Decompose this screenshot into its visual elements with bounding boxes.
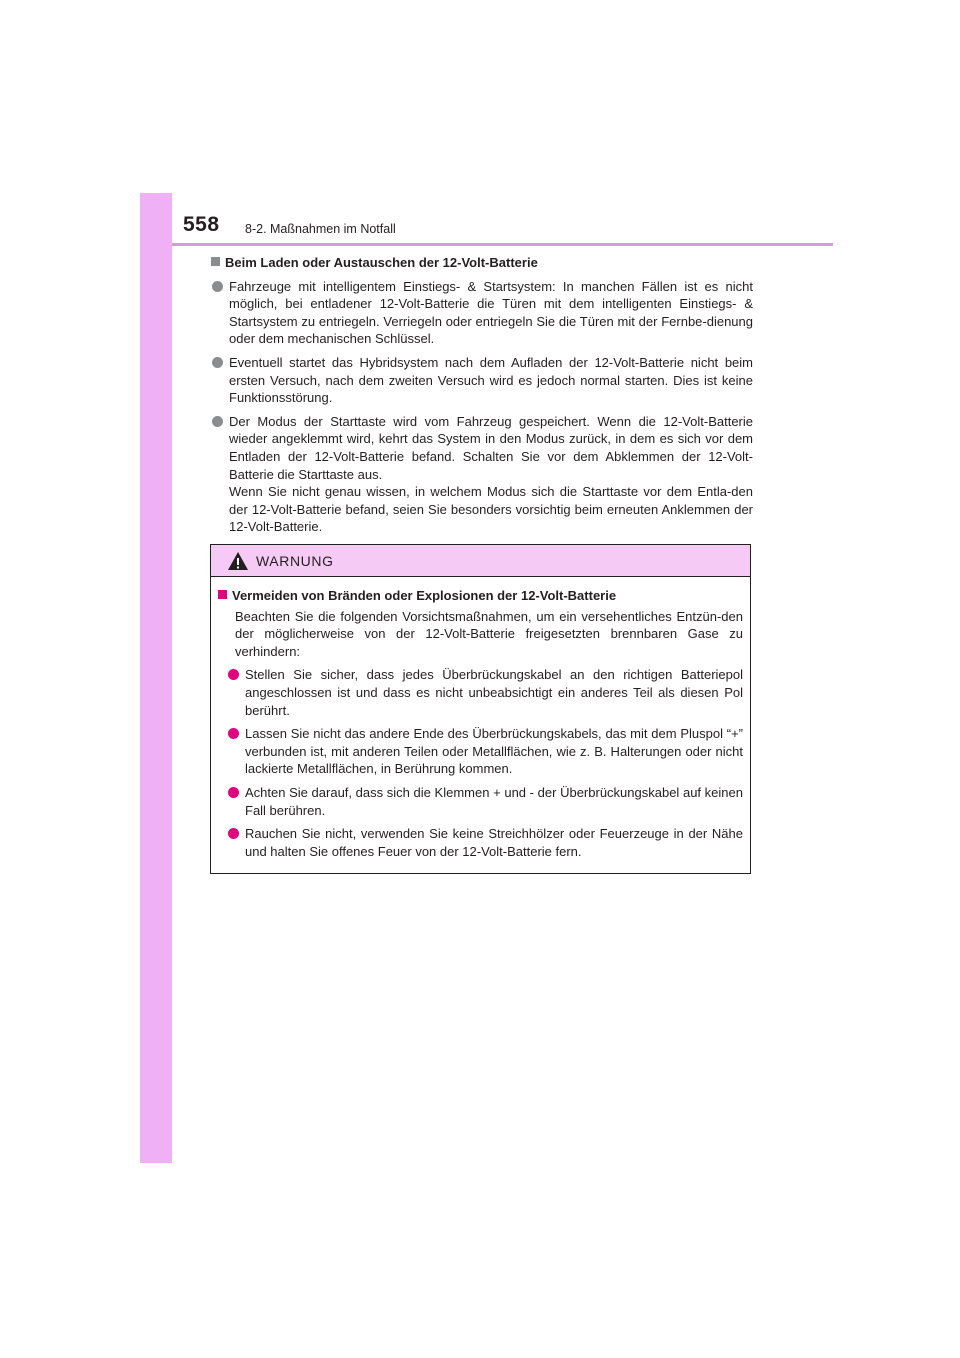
warning-list-item	[218, 825, 743, 860]
warning-list-item	[218, 725, 743, 778]
list-item-text	[229, 413, 753, 536]
main-content	[211, 254, 753, 542]
paragraph: Fahrzeuge mit intelligentem Einstiegs- & Startsystem: In manchen Fällen ist es nicht möglich, bei entladener 12-Volt-Batterie die Türen mit dem intelligenten Einstiegs- & Startsystem zu entriegeln. Verriegeln oder entriegeln Sie die Türen mit der Fernbe-dienung oder dem mechanischen Schlüssel.	[229, 278, 753, 347]
circle-bullet-icon	[228, 787, 239, 798]
chapter-side-band	[140, 193, 172, 1163]
circle-bullet-icon	[228, 669, 239, 680]
paragraph: Der Modus der Starttaste wird vom Fahrzeug gespeichert. Wenn die 12-Volt-Batterie wieder angeklemmt wird, kehrt das System in den Modus zurück, in dem es sich vor dem Entladen der 12-Volt-Batterie befand. Schalten Sie vor dem Abklemmen der 12-Volt-Batterie die Starttaste aus.	[229, 413, 753, 482]
sub-heading-text: Beim Laden oder Austauschen der 12-Volt-Batterie	[225, 255, 538, 270]
warning-header	[211, 545, 750, 577]
square-bullet-icon	[211, 257, 220, 266]
list-item-text	[229, 278, 753, 348]
warning-body	[211, 577, 750, 860]
warning-list-item-text: Stellen Sie sicher, dass jedes Überbrückungskabel an den richtigen Batteriepol angeschlossen ist und dass es nicht unbeabsichtigt ein anderes Teil als diesen Pol berührt.	[245, 667, 743, 718]
circle-bullet-icon	[228, 728, 239, 739]
paragraph: Wenn Sie nicht genau wissen, in welchem Modus sich die Starttaste vor dem Entla-den der 12-Volt-Batterie befand, seien Sie besonders vorsichtig beim erneuten Anklemmen der 12-Volt-Batterie.	[229, 484, 753, 535]
page-number: 558	[183, 213, 220, 236]
circle-bullet-icon	[212, 416, 223, 427]
warning-triangle-icon	[227, 551, 249, 571]
circle-bullet-icon	[228, 828, 239, 839]
sub-heading	[211, 254, 753, 272]
warning-box	[210, 544, 751, 874]
circle-bullet-icon	[212, 357, 223, 368]
warning-list-item-text: Lassen Sie nicht das andere Ende des Überbrückungskabels, das mit dem Pluspol “+” verbunden ist, mit anderen Teilen oder Metallflächen, wie z. B. Halterungen oder nicht lackierte Metallflächen, in Berührung kommen.	[245, 726, 743, 777]
list-item	[211, 354, 753, 407]
header-rule	[172, 243, 833, 246]
warning-list-item	[218, 784, 743, 819]
list-item	[211, 413, 753, 536]
warning-list-item	[218, 666, 743, 719]
list-item-text	[229, 354, 753, 407]
section-title: 8-2. Maßnahmen im Notfall	[245, 222, 396, 236]
warning-sub-heading-text: Vermeiden von Bränden oder Explosionen der 12-Volt-Batterie	[232, 588, 617, 603]
warning-title: WARNUNG	[256, 552, 334, 569]
warning-sub-heading	[218, 587, 743, 605]
warning-list-item-text: Rauchen Sie nicht, verwenden Sie keine Streichhölzer oder Feuerzeuge in der Nähe und halten Sie offenes Feuer von der 12-Volt-Batterie fern.	[245, 826, 743, 859]
circle-bullet-icon	[212, 281, 223, 292]
warning-intro: Beachten Sie die folgenden Vorsichtsmaßnahmen, um ein versehentliches Entzün-den der möglicherweise von der 12-Volt-Batterie freigesetzten brennbaren Gase zu verhindern:	[235, 608, 743, 659]
list-item	[211, 278, 753, 348]
paragraph: Eventuell startet das Hybridsystem nach dem Aufladen der 12-Volt-Batterie nicht beim ersten Versuch, nach dem zweiten Versuch wird es jedoch normal starten. Dies ist keine Funktionsstörung.	[229, 354, 753, 406]
square-bullet-icon	[218, 590, 227, 599]
warning-list-item-text: Achten Sie darauf, dass sich die Klemmen + und - der Überbrückungskabel auf keinen Fall berühren.	[245, 784, 743, 818]
